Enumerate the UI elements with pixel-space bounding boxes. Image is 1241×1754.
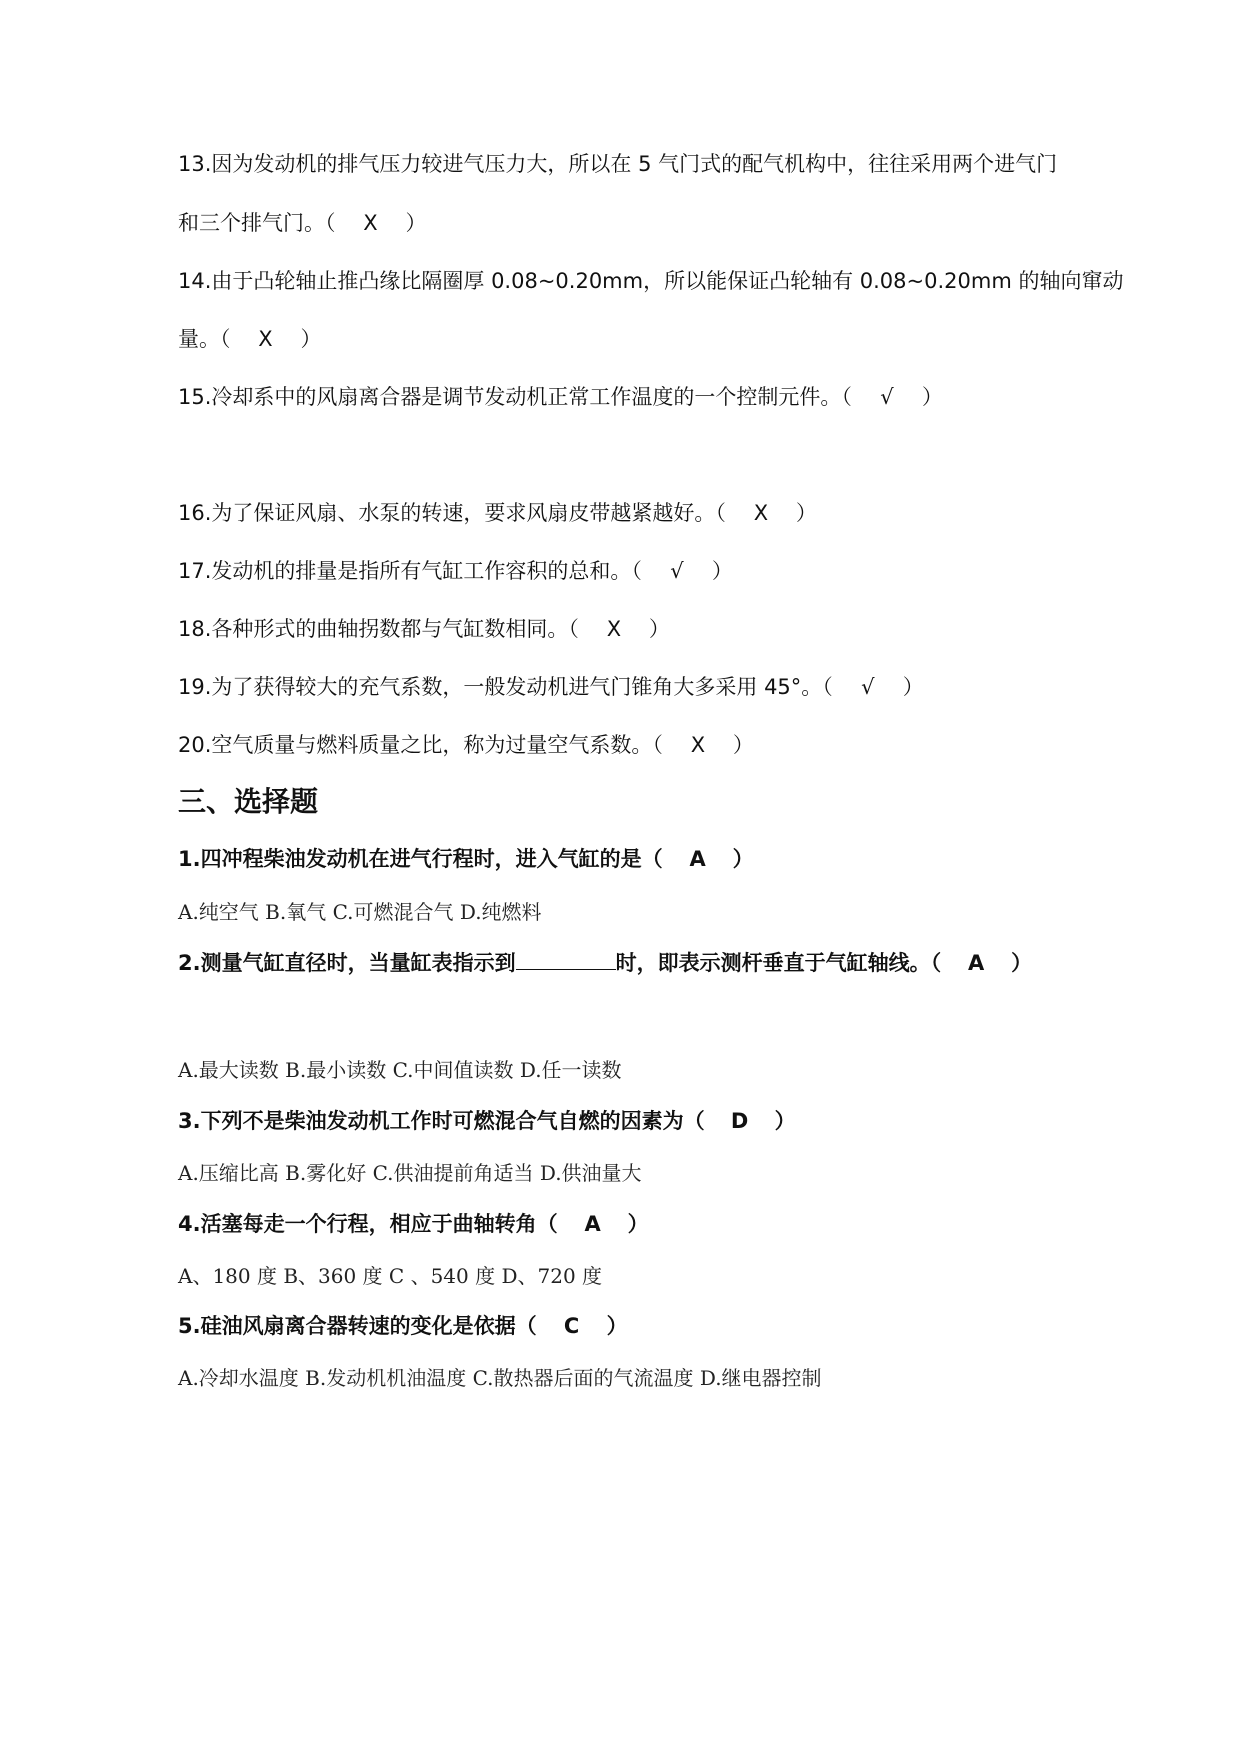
tf-question-18-text: 18.各种形式的曲轴拐数都与气缸数相同。（	[178, 617, 579, 641]
choice-question-4	[178, 1209, 649, 1239]
tf-answer-15: √	[880, 385, 894, 409]
tf-question-13-line-1: 13.因为发动机的排气压力较进气压力大，所以在 5 气门式的配气机构中，往往采用两个进气门	[178, 152, 1058, 176]
tf-question-14-text: 量。（	[178, 327, 231, 351]
choice-answer-4: A	[584, 1212, 601, 1236]
choice-options-3: A.压缩比高 B.雾化好 C.供油提前角适当 D.供油量大	[178, 1161, 642, 1185]
tf-question-16-text: 16.为了保证风扇、水泵的转速，要求风扇皮带越紧越好。（	[178, 501, 726, 525]
fill-blank	[516, 949, 616, 970]
choice-answer-3: D	[730, 1109, 749, 1133]
tf-question-14-line-1: 14.由于凸轮轴止推凸缘比隔圈厚 0.08~0.20mm，所以能保证凸轮轴有 0.08~0.20mm 的轴向窜动	[178, 269, 1124, 293]
tf-question-20-text: 20.空气质量与燃料质量之比，称为过量空气系数。（	[178, 733, 663, 757]
tf-question-17	[178, 556, 733, 586]
tf-answer-13: X	[363, 211, 378, 235]
choice-answer-2: A	[967, 951, 985, 975]
tf-question-15	[178, 382, 943, 412]
tf-answer-18: X	[606, 617, 622, 641]
tf-question-15-text: 15.冷却系中的风扇离合器是调节发动机正常工作温度的一个控制元件。（	[178, 385, 852, 409]
choice-question-5-text: 5.硅油风扇离合器转速的变化是依据（	[178, 1314, 537, 1338]
tf-close-13: ）	[405, 211, 427, 235]
section-title: 三、选择题	[178, 785, 319, 818]
tf-question-19	[178, 672, 924, 702]
tf-close-15: ）	[921, 385, 943, 409]
choice-options-5: A.冷却水温度 B.发动机机油温度 C.散热器后面的气流温度 D.继电器控制	[178, 1366, 822, 1390]
choice-close-2: ）	[1011, 951, 1033, 975]
choice-question-1-text: 1.四冲程柴油发动机在进气行程时，进入气缸的是（	[178, 847, 663, 871]
choice-question-2-text-post: 时，即表示测杆垂直于气缸轴线。（	[615, 951, 942, 975]
tf-close-19: ）	[902, 675, 924, 699]
tf-question-16	[178, 498, 817, 528]
choice-close-1: ）	[732, 847, 754, 871]
choice-close-5: ）	[606, 1314, 628, 1338]
tf-question-13-text: 和三个排气门。（	[178, 211, 336, 235]
choice-close-4: ）	[627, 1212, 649, 1236]
choice-answer-5: C	[563, 1314, 580, 1338]
choice-options-2: A.最大读数 B.最小读数 C.中间值读数 D.任一读数	[178, 1058, 622, 1082]
choice-close-3: ）	[774, 1109, 796, 1133]
tf-answer-14: X	[258, 327, 273, 351]
tf-question-20	[178, 730, 754, 760]
tf-question-17-text: 17.发动机的排量是指所有气缸工作容积的总和。（	[178, 559, 642, 583]
choice-options-1: A.纯空气 B.氧气 C.可燃混合气 D.纯燃料	[178, 900, 542, 924]
choice-question-2-text-pre: 2.测量气缸直径时，当量缸表指示到	[178, 951, 516, 975]
tf-question-14-line-2	[178, 324, 322, 354]
choice-question-5	[178, 1311, 628, 1341]
choice-question-3-text: 3.下列不是柴油发动机工作时可燃混合气自燃的因素为（	[178, 1109, 705, 1133]
choice-question-1	[178, 844, 754, 874]
tf-answer-16: X	[753, 501, 769, 525]
tf-answer-20: X	[690, 733, 706, 757]
tf-question-13-line-2	[178, 208, 427, 238]
tf-answer-19: √	[861, 675, 875, 699]
choice-options-4: A、180 度 B、360 度 C 、540 度 D、720 度	[178, 1264, 603, 1288]
choice-question-2	[178, 948, 1032, 978]
tf-close-20: ）	[732, 733, 754, 757]
choice-question-3	[178, 1106, 796, 1136]
choice-answer-1: A	[689, 847, 706, 871]
tf-close-14: ）	[300, 327, 322, 351]
tf-question-18	[178, 614, 670, 644]
tf-question-19-text: 19.为了获得较大的充气系数，一般发动机进气门锥角大多采用 45°。（	[178, 675, 833, 699]
tf-close-18: ）	[648, 617, 670, 641]
tf-answer-17: √	[670, 559, 684, 583]
choice-question-4-text: 4.活塞每走一个行程，相应于曲轴转角（	[178, 1212, 558, 1236]
tf-close-17: ）	[711, 559, 733, 583]
tf-close-16: ）	[795, 501, 817, 525]
